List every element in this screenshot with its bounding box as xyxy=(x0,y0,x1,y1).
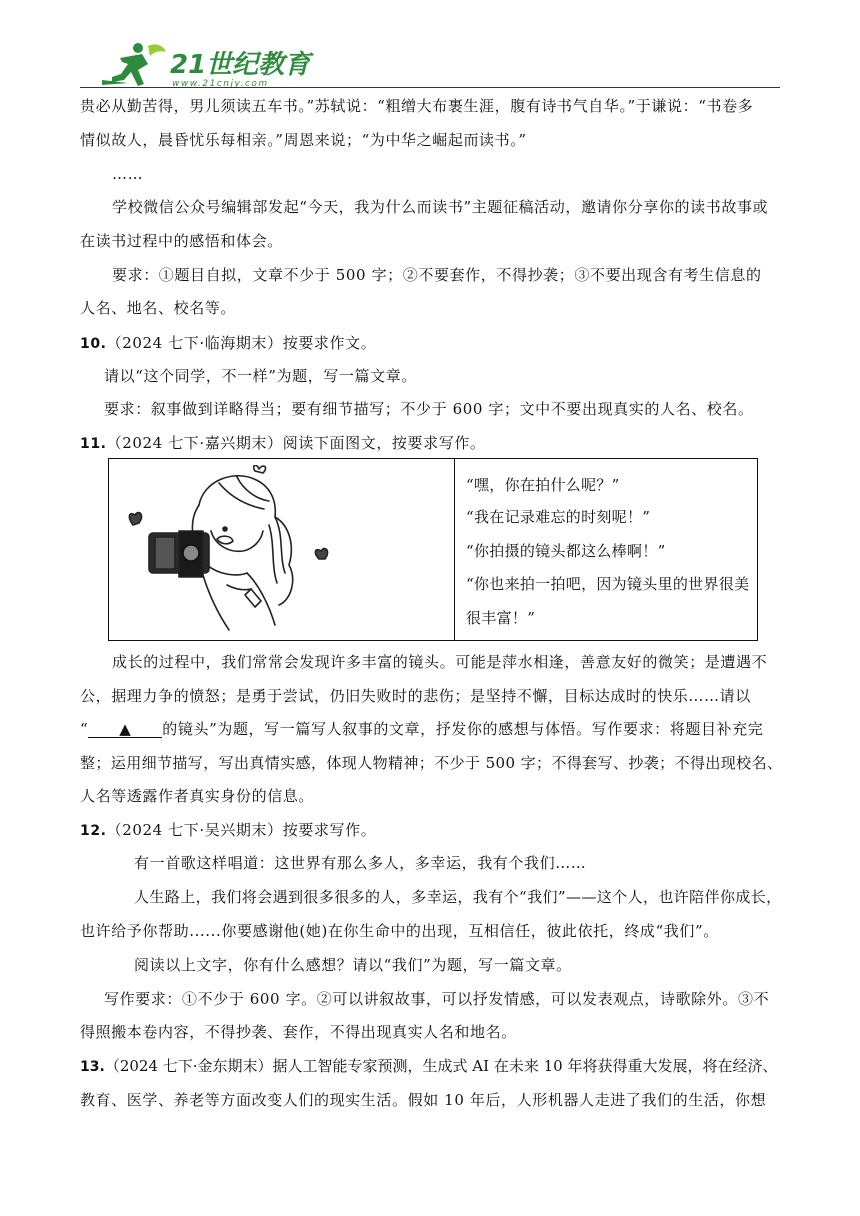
girl-with-camera-illustration xyxy=(119,465,344,635)
question-10-heading xyxy=(80,333,376,354)
question-number: 13. xyxy=(80,1059,105,1075)
dialogue-line: “嘿，你在拍什么呢？” xyxy=(466,476,620,494)
text-line: 人名等透露作者真实身份的信息。 xyxy=(80,787,315,805)
question-number: 12. xyxy=(80,823,107,839)
runner-icon xyxy=(102,43,166,86)
dialogue-line: “我在记录难忘的时刻呢！” xyxy=(466,508,651,526)
figure-table xyxy=(108,458,758,641)
text-line: 学校微信公众号编辑部发起“今天，我为什么而读书”主题征稿活动，邀请你分享你的读书故事或 xyxy=(112,198,769,216)
dialogue-line: “你也来拍一拍吧，因为镜头里的世界很美 xyxy=(466,575,750,593)
requirements-line: 写作要求：①不少于 600 字。②可以讲叙故事，可以抒发情感，可以发表观点，诗歌除外。③不 xyxy=(104,990,770,1008)
text-line: 在读书过程中的感悟和体会。 xyxy=(80,232,283,250)
ellipsis-line: …… xyxy=(112,165,144,183)
requirements-line: 要求：①题目自拟，文章不少于 500 字；②不要套作，不得抄袭；③不要出现含有考生信息的 xyxy=(112,266,762,284)
question-11-heading xyxy=(80,433,486,454)
fill-in-blank: ▲ xyxy=(88,721,162,738)
question-number: 10. xyxy=(80,336,107,352)
dialogue-line: 很丰富！” xyxy=(466,609,536,627)
svg-text:www.21cnjy.com: www.21cnjy.com xyxy=(172,79,269,88)
question-13-heading xyxy=(80,1056,777,1077)
text-line: 教育、医学、养老等方面改变人们的现实生活。假如 10 年后，人形机器人走进了我们的生活，你想 xyxy=(80,1091,767,1109)
text-line: 人生路上，我们将会遇到很多很多的人，多幸运，我有个“我们”——这个人，也许陪伴你成长， xyxy=(134,888,782,906)
svg-text:21世纪教育: 21世纪教育 xyxy=(170,50,311,80)
figure-divider xyxy=(454,459,455,640)
question-source: （2024 七下·吴兴期末）按要求写作。 xyxy=(106,821,377,839)
text-line: 也许给予你帮助......你要感谢他(她)在你生命中的出现，互相信任，彼此依托，终成“我们”。 xyxy=(80,922,719,940)
text-line: 公，据理力争的愤怒；是勇于尝试，仍旧失败时的悲伤；是坚持不懈，目标达成时的快乐……请以 xyxy=(80,687,751,705)
question-number: 11. xyxy=(80,436,107,452)
question-source: （2024 七下·嘉兴期末）阅读下面图文，按要求写作。 xyxy=(106,434,486,452)
text-line: 阅读以上文字，你有什么感想？请以“我们”为题，写一篇文章。 xyxy=(134,956,572,974)
question-10-requirements: 要求：叙事做到详略得当；要有细节描写；不少于 600 字；文中不要出现真实的人名、校名。 xyxy=(104,400,754,418)
text-line: 有一首歌这样唱道：这世界有那么多人，多幸运，我有个我们…… xyxy=(134,854,587,872)
text-segment: 的镜头”为题，写一篇写人叙事的文章，抒发你的感想与体悟。写作要求：将题目补充完 xyxy=(162,720,764,738)
question-source: （2024 七下·金东期末）据人工智能专家预测，生成式 AI 在未来 10 年将获得重大发展，将在经济、 xyxy=(104,1057,778,1075)
text-line: 成长的过程中，我们常常会发现许多丰富的镜头。可能是萍水相逢，善意友好的微笑；是遭遇不 xyxy=(112,653,768,671)
page-header xyxy=(80,38,780,90)
quote-mark: “ xyxy=(80,720,89,738)
requirements-line: 人名、地名、校名等。 xyxy=(80,299,237,317)
requirements-line: 得照搬本卷内容，不得抄袭、套作，不得出现真实人名和地名。 xyxy=(80,1023,517,1041)
brand-logo xyxy=(98,40,358,88)
question-source: （2024 七下·临海期末）按要求作文。 xyxy=(106,334,377,352)
dialogue-line: “你拍摄的镜头都这么棒啊！” xyxy=(466,542,666,560)
title-prompt-line xyxy=(80,719,763,739)
text-line: 贵必从勤苦得，男儿须读五车书。”苏轼说：“粗缯大布裹生涯，腹有诗书气自华。”于谦说：“书卷多 xyxy=(80,97,754,115)
text-line: 整；运用细节描写，写出真情实感，体现人物精神；不少于 500 字；不得套写、抄袭；不得出现校名、 xyxy=(80,754,783,772)
header-rule xyxy=(80,87,780,88)
question-10-prompt: 请以“这个同学，不一样”为题，写一篇文章。 xyxy=(104,367,417,385)
text-line: 情似故人，晨昏忧乐每相亲。”周恩来说；“为中华之崛起而读书。” xyxy=(80,131,527,149)
question-12-heading xyxy=(80,820,376,841)
